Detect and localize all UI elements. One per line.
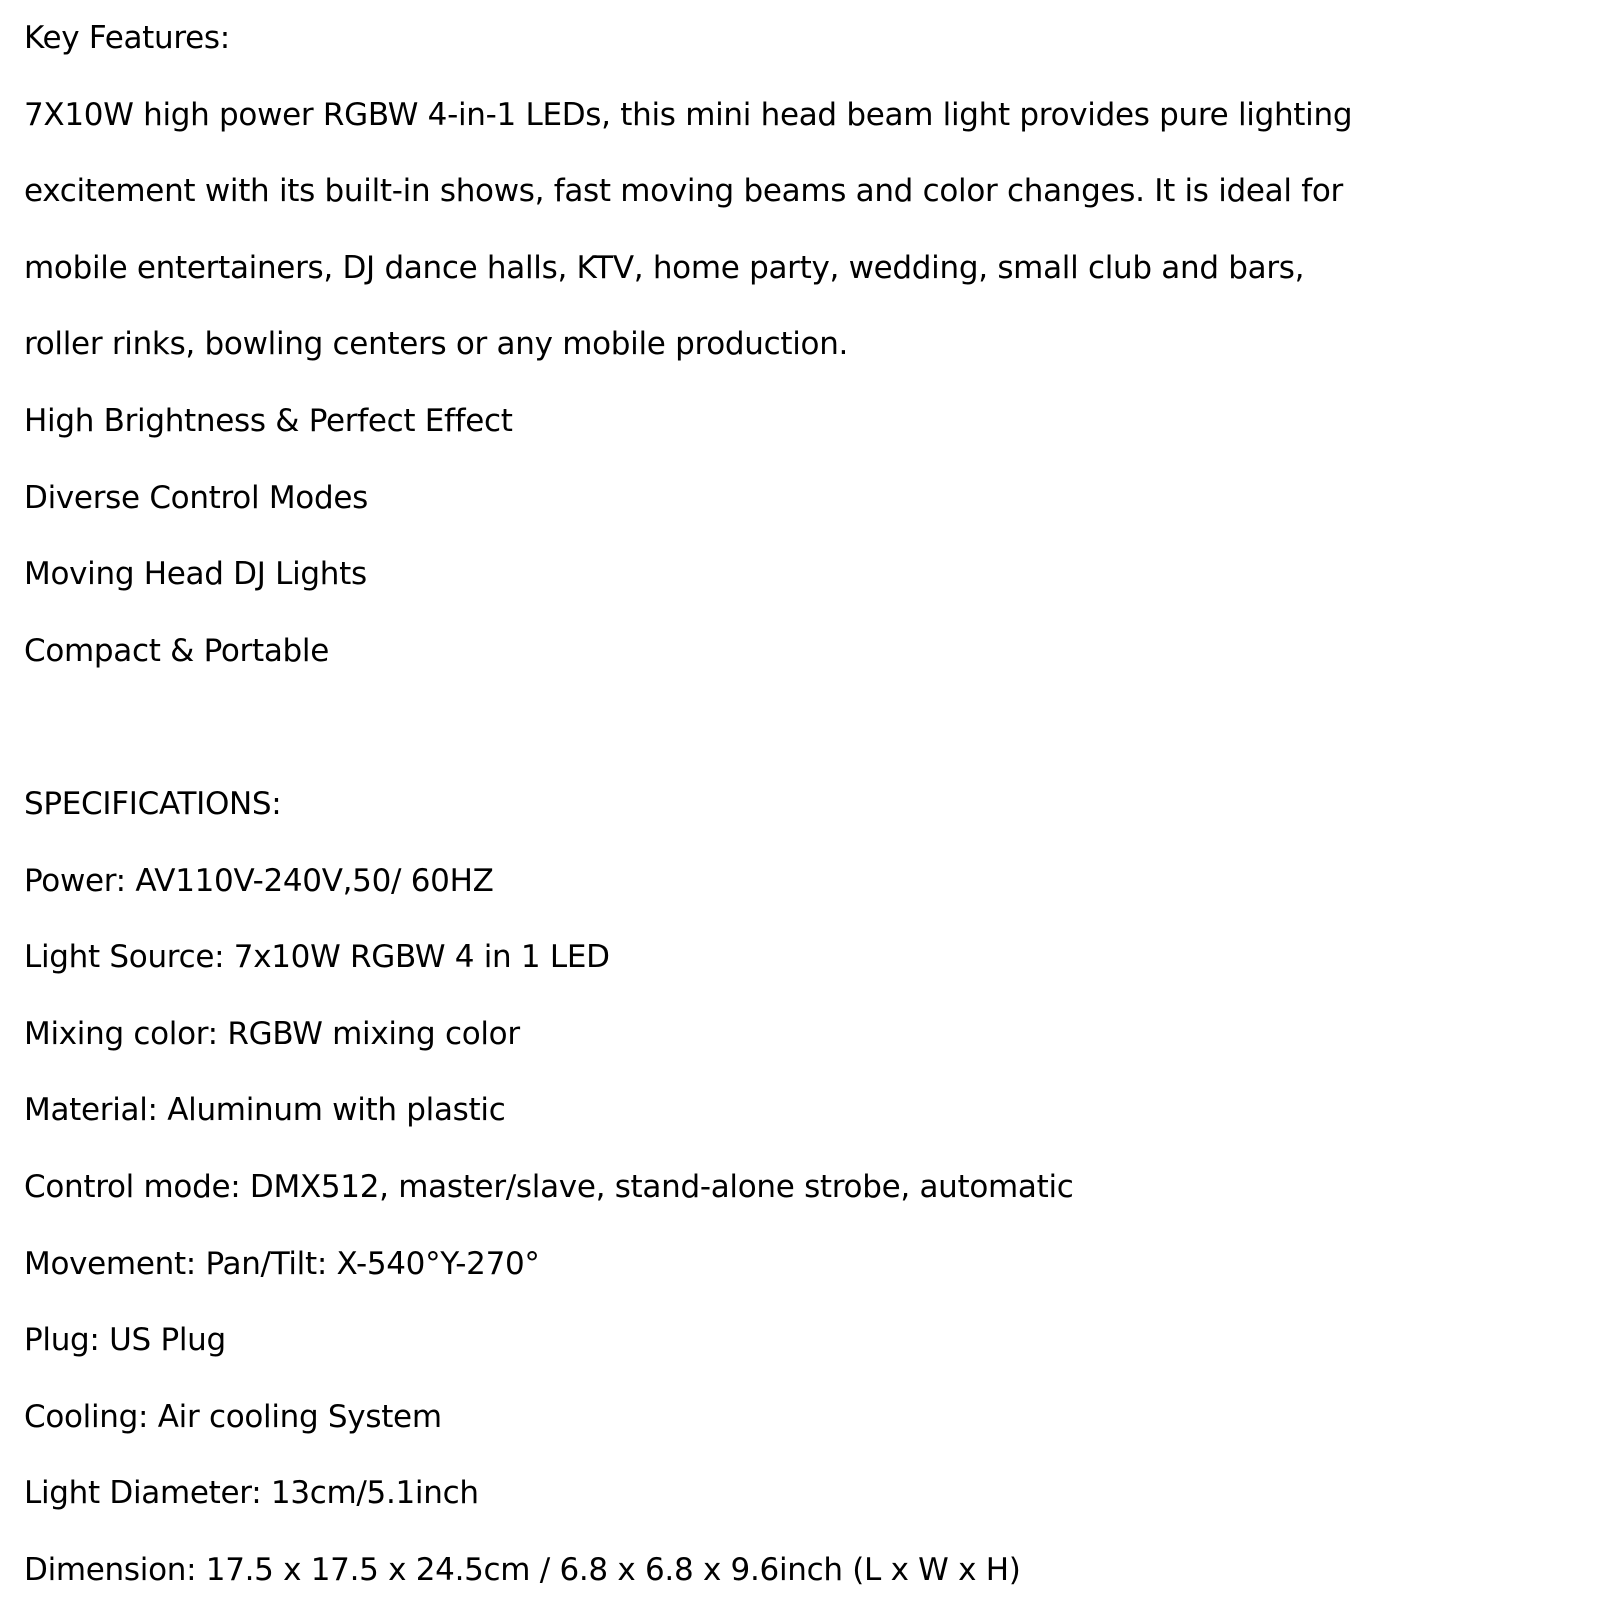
spec-item-control-mode: Control mode: DMX512, master/slave, stand-alone strobe, automatic xyxy=(24,1168,1074,1205)
specifications-heading: SPECIFICATIONS: xyxy=(24,785,282,822)
description-line: roller rinks, bowling centers or any mobile production. xyxy=(24,326,849,363)
spec-item-plug: Plug: US Plug xyxy=(24,1322,226,1359)
feature-item: Moving Head DJ Lights xyxy=(24,556,367,593)
feature-item: Diverse Control Modes xyxy=(24,479,368,516)
description-line: excitement with its built-in shows, fast moving beams and color changes. It is ideal for xyxy=(24,173,1343,210)
spec-item-mixing-color: Mixing color: RGBW mixing color xyxy=(24,1015,520,1052)
spec-item-material: Material: Aluminum with plastic xyxy=(24,1092,506,1129)
key-features-heading: Key Features: xyxy=(24,20,230,56)
product-description xyxy=(24,0,1584,1608)
spec-item-light-source: Light Source: 7x10W RGBW 4 in 1 LED xyxy=(24,939,610,976)
spec-item-movement: Movement: Pan/Tilt: X-540°Y-270° xyxy=(24,1245,540,1282)
spec-item-dimension: Dimension: 17.5 x 17.5 x 24.5cm / 6.8 x 6.8 x 9.6inch (L x W x H) xyxy=(24,1551,1021,1588)
spec-item-cooling: Cooling: Air cooling System xyxy=(24,1398,442,1435)
description-line: mobile entertainers, DJ dance halls, KTV, home party, wedding, small club and bars, xyxy=(24,249,1305,286)
spec-item-light-diameter: Light Diameter: 13cm/5.1inch xyxy=(24,1475,479,1512)
description-line: 7X10W high power RGBW 4-in-1 LEDs, this mini head beam light provides pure lighting xyxy=(24,96,1353,133)
section-spacer xyxy=(24,689,1584,766)
feature-item: High Brightness & Perfect Effect xyxy=(24,402,513,439)
spec-item-power: Power: AV110V-240V,50/ 60HZ xyxy=(24,862,494,899)
feature-item: Compact & Portable xyxy=(24,632,329,669)
